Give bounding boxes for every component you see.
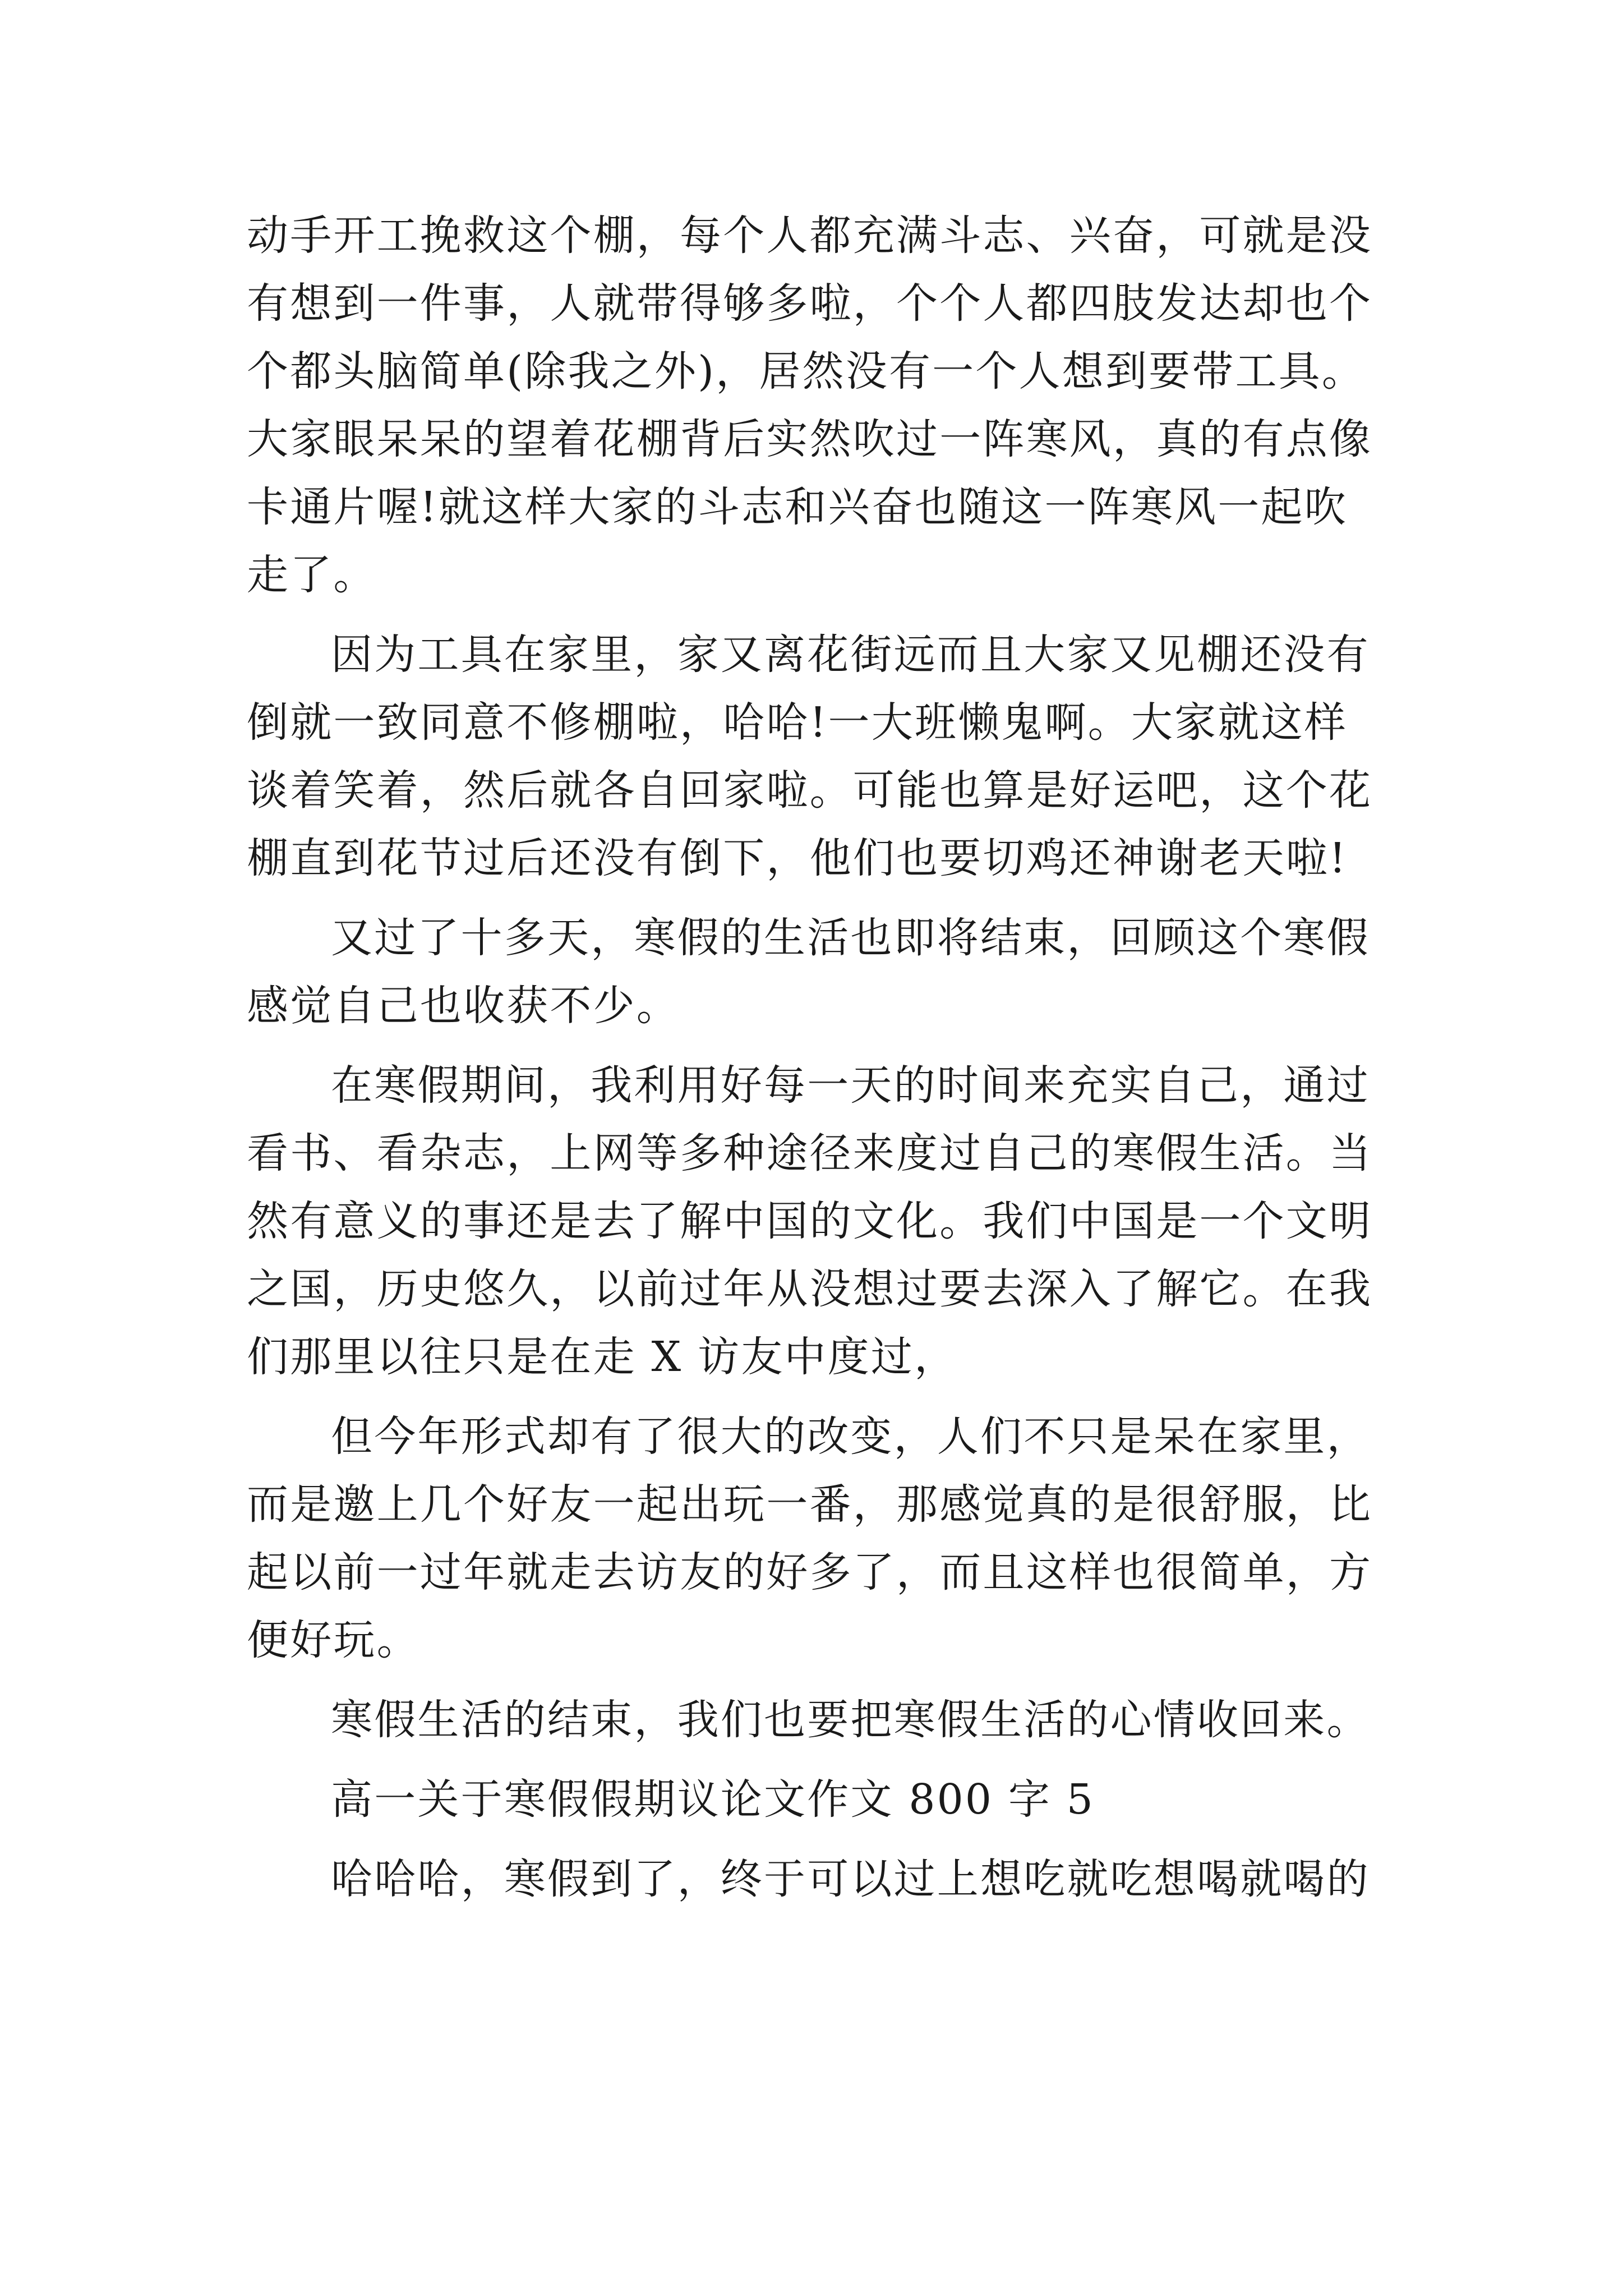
text-line: 有想到一件事，人就带得够多啦，个个人都四肢发达却也个: [247, 279, 1373, 328]
paragraph: [247, 1846, 1413, 1913]
text-line: 倒就一致同意不修棚啦，哈哈!一大班懒鬼啊。大家就这样: [247, 698, 1348, 747]
text-line: 棚直到花节过后还没有倒下，他们也要切鸡还神谢老天啦!: [247, 834, 1348, 882]
section-heading: [247, 1766, 1413, 1834]
text-line: 起以前一过年就走去访友的好多了，而且这样也很简单，方: [247, 1548, 1373, 1596]
text-line: 哈哈哈，寒假到了，终于可以过上想吃就吃想喝就喝的: [331, 1855, 1370, 1903]
paragraph: [247, 621, 1413, 892]
text-line: 又过了十多天，寒假的生活也即将结束，回顾这个寒假: [331, 914, 1370, 962]
paragraph: [247, 1052, 1413, 1391]
text-line: 卡通片喔!就这样大家的斗志和兴奋也随这一阵寒风一起吹: [247, 483, 1348, 531]
text-line: 在寒假期间，我利用好每一天的时间来充实自己，通过: [331, 1061, 1370, 1110]
paragraph: [247, 202, 1413, 609]
text-line: 而是邀上几个好友一起出玩一番，那感觉真的是很舒服，比: [247, 1480, 1373, 1529]
text-line: 看书、看杂志，上网等多种途径来度过自己的寒假生活。当: [247, 1129, 1373, 1177]
paragraph: [247, 1403, 1413, 1674]
text-line: 然有意义的事还是去了解中国的文化。我们中国是一个文明: [247, 1197, 1373, 1245]
text-line: 走了。: [247, 551, 377, 599]
text-line: 因为工具在家里，家又离花街远而且大家又见棚还没有: [331, 631, 1370, 679]
text-line: 之国，历史悠久，以前过年从没想过要去深入了解它。在我: [247, 1265, 1373, 1313]
text-line: 寒假生活的结束，我们也要把寒假生活的心情收回来。: [331, 1696, 1370, 1744]
text-line: 谈着笑着，然后就各自回家啦。可能也算是好运吧，这个花: [247, 766, 1373, 815]
paragraph: [247, 1686, 1413, 1754]
text-line: 感觉自己也收获不少。: [247, 982, 680, 1030]
text-line: 但今年形式却有了很大的改变，人们不只是呆在家里，: [331, 1412, 1370, 1461]
text-line: 便好玩。: [247, 1616, 420, 1664]
text-line: 们那里以往只是在走 X 访友中度过，: [247, 1333, 958, 1381]
text-line: 动手开工挽救这个棚，每个人都充满斗志、兴奋，可就是没: [247, 211, 1373, 260]
text-line: 大家眼呆呆的望着花棚背后实然吹过一阵寒风，真的有点像: [247, 415, 1373, 463]
document-body: [247, 202, 1413, 1913]
text-line: 个都头脑简单(除我之外)，居然没有一个人想到要带工具。: [247, 347, 1366, 395]
paragraph: [247, 904, 1413, 1040]
heading-text: 高一关于寒假假期议论文作文 800 字 5: [331, 1775, 1095, 1824]
